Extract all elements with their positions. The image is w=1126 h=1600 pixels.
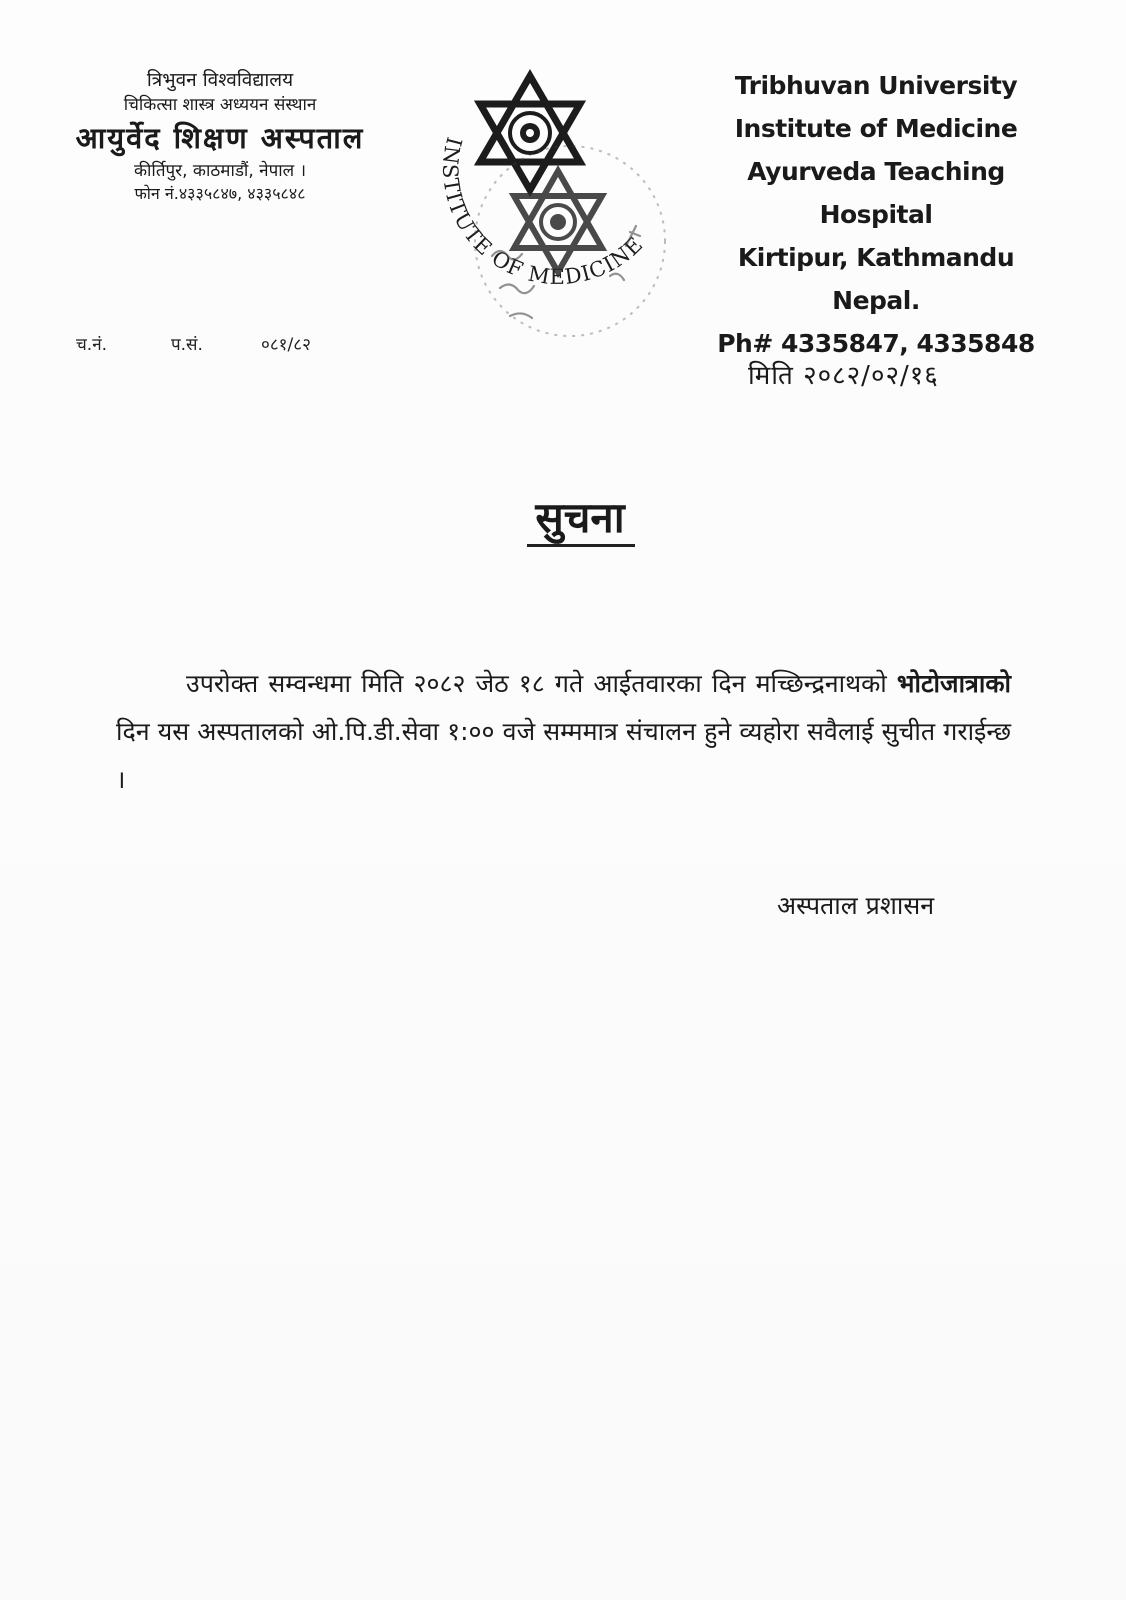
address-en: Kirtipur, Kathmandu Nepal. xyxy=(737,243,1015,315)
institute-seal-icon xyxy=(430,66,690,356)
university-name-en: Tribhuvan University xyxy=(734,71,1018,100)
phone-en: Ph# 4335847, 4335848 xyxy=(717,329,1035,358)
body-text-part2: दिन यस अस्पतालको ओ.पि.डी.सेवा १:०० वजे सम्ममात्र संचालन हुने व्यहोरा सवैलाई सुचीत गराईन्छ । xyxy=(116,717,1011,794)
signature-block: अस्पताल प्रशासन xyxy=(777,891,935,920)
reference-numbers xyxy=(76,332,311,355)
title-underline xyxy=(527,544,635,547)
seal-ring-text: INSTITUTE OF MEDICINE xyxy=(437,134,648,290)
header-english xyxy=(690,64,1062,365)
letter-number-label: प.सं. xyxy=(171,335,203,355)
institute-name-en: Institute of Medicine xyxy=(734,114,1018,143)
institute-name-np: चिकित्सा शास्त्र अध्ययन संस्थान xyxy=(123,94,317,115)
hospital-name-np: आयुर्वेद शिक्षण अस्पताल xyxy=(75,120,365,155)
phone-np: फोन नं.४३३५८४७, ४३३५८४८ xyxy=(134,183,306,203)
fiscal-year: ०८१/८२ xyxy=(261,335,311,355)
notice-title: सुचना xyxy=(535,493,625,542)
header-nepali xyxy=(60,68,380,204)
notice-body xyxy=(116,660,1011,804)
body-text-bold: भोटोजात्राको xyxy=(896,669,1011,698)
hospital-name-en: Ayurveda Teaching Hospital xyxy=(747,157,1005,229)
body-text-part1: उपरोक्त सम्वन्धमा मिति २०८२ जेठ १८ गते आईतवारका दिन मच्छिन्द्रनाथको xyxy=(186,669,897,698)
university-name-np: त्रिभुवन विश्वविद्यालय xyxy=(146,69,294,91)
notice-date: मिति २०८२/०२/१६ xyxy=(748,361,939,391)
dispatch-number-label: च.नं. xyxy=(76,335,108,355)
address-np: कीर्तिपुर, काठमाडौं, नेपाल । xyxy=(133,160,307,181)
